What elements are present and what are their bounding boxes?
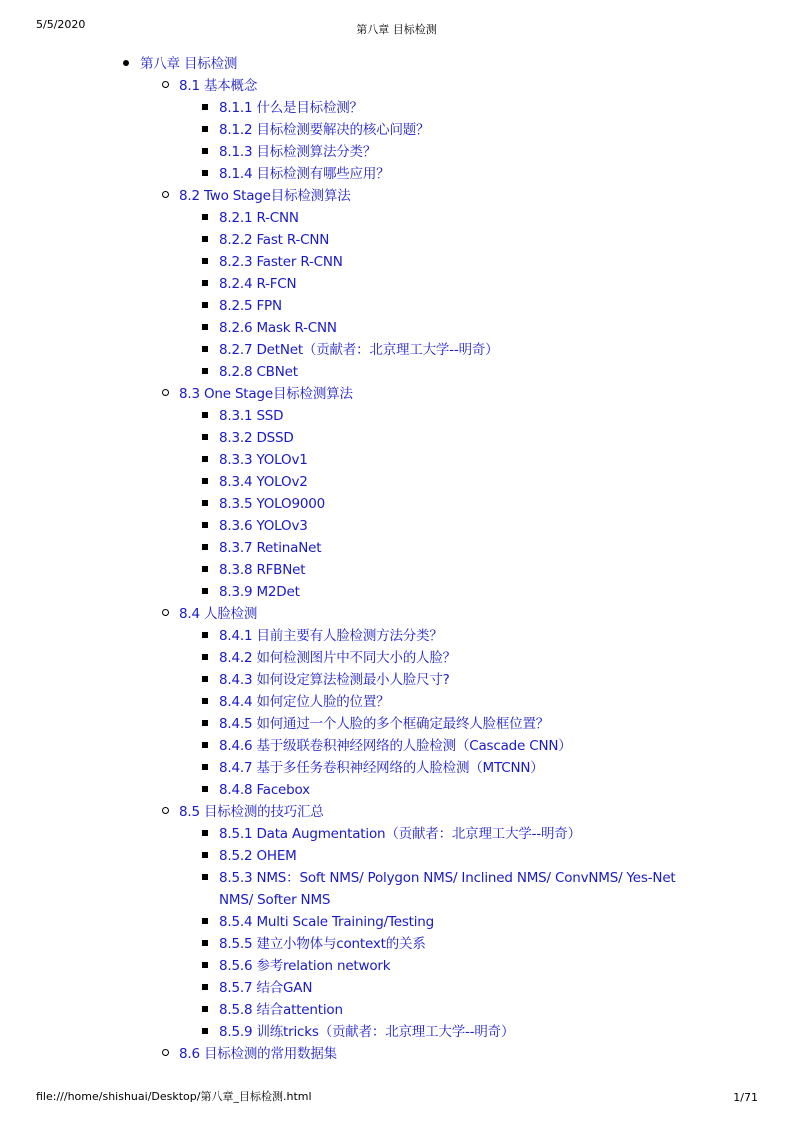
circle-bullet [162,609,169,616]
toc-link[interactable]: 8.4.3 如何设定算法检测最小人脸尺寸? [219,672,450,688]
circle-bullet [162,807,169,814]
toc-item[interactable] [219,690,389,712]
square-bullet [202,412,208,418]
square-bullet [202,478,208,484]
toc-section-8-2[interactable] [179,184,351,206]
square-bullet [202,984,208,990]
square-bullet [202,720,208,726]
toc-item[interactable] [219,206,299,228]
toc-link[interactable]: 8.5.1 Data Augmentation（贡献者：北京理工大学--明奇） [219,826,581,842]
square-bullet [202,830,208,836]
toc-link[interactable]: 8.3.3 YOLOv1 [219,452,308,468]
toc-section-8-3[interactable] [179,382,353,404]
toc-item[interactable] [219,338,498,360]
toc-link[interactable]: 8.5.2 OHEM [219,848,297,864]
square-bullet [202,148,208,154]
square-bullet [202,1028,208,1034]
toc-link[interactable]: 8.3.5 YOLO9000 [219,496,325,512]
toc-item[interactable] [219,734,572,756]
toc-item[interactable] [219,536,321,558]
toc-link[interactable]: 8.1.1 什么是目标检测？ [219,100,363,116]
toc-link[interactable]: 8.5.7 结合GAN [219,980,313,996]
toc-link[interactable]: 8.2.3 Faster R-CNN [219,254,343,270]
square-bullet [202,280,208,286]
square-bullet [202,764,208,770]
square-bullet [202,544,208,550]
circle-bullet [162,389,169,396]
toc-item[interactable] [219,448,308,470]
toc-item[interactable] [219,250,343,272]
toc-link[interactable]: 第八章 目标检测 [140,56,238,72]
toc-link[interactable]: 8.5.4 Multi Scale Training/Testing [219,914,435,930]
toc-item[interactable] [219,228,329,250]
toc-link[interactable]: 8.3.4 YOLOv2 [219,474,308,490]
toc-item[interactable] [219,140,376,162]
toc-link[interactable]: 8.2.6 Mask R-CNN [219,320,337,336]
toc-item[interactable] [219,580,300,602]
toc-item[interactable] [219,514,308,536]
toc-link[interactable]: 8.5.8 结合attention [219,1002,343,1018]
toc-link[interactable]: 8.5.6 参考relation network [219,958,391,974]
square-bullet [202,170,208,176]
toc-item[interactable] [219,470,308,492]
toc-link[interactable]: 8.3 One Stage目标检测算法 [179,386,353,402]
square-bullet [202,962,208,968]
toc-item[interactable] [219,976,312,998]
square-bullet [202,456,208,462]
toc-link[interactable]: 8.3.9 M2Det [219,584,300,600]
toc-item[interactable] [219,96,363,118]
square-bullet [202,346,208,352]
toc-item[interactable] [219,932,426,954]
toc-item-continuation[interactable] [219,888,330,910]
toc-item[interactable] [219,778,310,800]
square-bullet [202,368,208,374]
square-bullet [202,588,208,594]
square-bullet [202,236,208,242]
toc-link[interactable]: 8.4.2 如何检测图片中不同大小的人脸？ [219,650,456,666]
toc-item[interactable] [219,668,450,690]
square-bullet [202,522,208,528]
toc-link[interactable]: 8.2.8 CBNet [219,364,298,380]
toc-item[interactable] [219,998,343,1020]
toc-item[interactable] [219,360,298,382]
toc-link[interactable]: 8.3.8 RFBNet [219,562,306,578]
square-bullet [202,104,208,110]
print-title: 第八章 目标检测 [356,23,437,36]
toc-item[interactable] [219,910,434,932]
toc-link[interactable]: 8.4.6 基于级联卷积神经网络的人脸检测（Cascade CNN） [219,738,572,754]
toc-link[interactable]: 8.3.2 DSSD [219,430,294,446]
toc-link[interactable]: 8.2.2 Fast R-CNN [219,232,330,248]
toc-section-8-4[interactable] [179,602,257,624]
toc-link[interactable]: 8.5.9 训练tricks（贡献者：北京理工大学--明奇） [219,1024,515,1040]
toc-link[interactable]: 8.2.4 R-FCN [219,276,297,292]
toc-section-8-5[interactable] [179,800,324,822]
square-bullet [202,918,208,924]
toc-link[interactable]: 8.1.4 目标检测有哪些应用？ [219,166,390,182]
square-bullet [202,324,208,330]
toc-item[interactable] [219,492,325,514]
square-bullet [202,654,208,660]
toc-section-8-6[interactable] [179,1042,337,1064]
square-bullet [202,676,208,682]
toc-link[interactable]: 8.3.1 SSD [219,408,284,424]
square-bullet [202,1006,208,1012]
toc-item[interactable] [219,822,581,844]
print-file-path: file:///home/shishuai/Desktop/第八章_目标检测.html [36,1090,312,1103]
toc-item[interactable] [219,272,296,294]
toc-item[interactable] [219,558,305,580]
toc-link[interactable]: 8.2 Two Stage目标检测算法 [179,188,351,204]
toc-link[interactable]: 8.1.3 目标检测算法分类？ [219,144,377,160]
toc-link[interactable]: 8.2.5 FPN [219,298,282,314]
square-bullet [202,852,208,858]
toc-item[interactable] [219,866,676,888]
square-bullet [202,302,208,308]
square-bullet [202,566,208,572]
toc-item[interactable] [219,118,429,140]
toc-link[interactable]: 8.5 目标检测的技巧汇总 [179,804,324,820]
toc-chapter-8[interactable] [140,52,237,74]
square-bullet [202,214,208,220]
toc-item[interactable] [219,316,337,338]
circle-bullet [162,81,169,88]
toc-item[interactable] [219,426,294,448]
toc-link[interactable]: 8.4.5 如何通过一个人脸的多个框确定最终人脸框位置？ [219,716,550,732]
toc-item[interactable] [219,756,544,778]
toc-item[interactable] [219,294,282,316]
toc-item[interactable] [219,162,389,184]
toc-link[interactable]: 8.6 目标检测的常用数据集 [179,1046,337,1062]
circle-bullet [162,1049,169,1056]
toc-item[interactable] [219,954,390,976]
toc-item[interactable] [219,646,456,668]
disc-bullet [123,60,129,66]
square-bullet [202,632,208,638]
square-bullet [202,940,208,946]
square-bullet [202,698,208,704]
square-bullet [202,126,208,132]
square-bullet [202,258,208,264]
circle-bullet [162,191,169,198]
square-bullet [202,500,208,506]
toc-link[interactable]: 8.2.1 R-CNN [219,210,299,226]
toc-link[interactable]: 8.1.2 目标检测要解决的核心问题？ [219,122,430,138]
toc-link[interactable]: 8.5.5 建立小物体与context的关系 [219,936,426,952]
square-bullet [202,742,208,748]
print-date: 5/5/2020 [36,18,86,31]
toc-link[interactable]: 8.5.3 NMS：Soft NMS/ Polygon NMS/ Inclined NMS/ ConvNMS/ Yes-Net [219,870,676,886]
square-bullet [202,786,208,792]
toc-link[interactable]: 8.4.7 基于多任务卷积神经网络的人脸检测（MTCNN） [219,760,544,776]
toc-link[interactable]: NMS/ Softer NMS [219,892,331,908]
print-page-number: 1/71 [733,1091,758,1104]
toc-link[interactable]: 8.2.7 DetNet（贡献者：北京理工大学--明奇） [219,342,499,358]
toc-link[interactable]: 8.1 基本概念 [179,78,258,94]
toc-section-8-1[interactable] [179,74,257,96]
square-bullet [202,434,208,440]
toc-link[interactable]: 8.4.1 目前主要有人脸检测方法分类？ [219,628,443,644]
toc-item[interactable] [219,624,443,646]
toc-link[interactable]: 8.3.7 RetinaNet [219,540,322,556]
toc-link[interactable]: 8.4 人脸检测 [179,606,258,622]
toc-item[interactable] [219,404,283,426]
toc-item[interactable] [219,1020,514,1042]
toc-link[interactable]: 8.4.4 如何定位人脸的位置？ [219,694,390,710]
toc-link[interactable]: 8.4.8 Facebox [219,782,310,798]
toc-item[interactable] [219,844,297,866]
toc-link[interactable]: 8.3.6 YOLOv3 [219,518,308,534]
square-bullet [202,874,208,880]
toc-item[interactable] [219,712,549,734]
